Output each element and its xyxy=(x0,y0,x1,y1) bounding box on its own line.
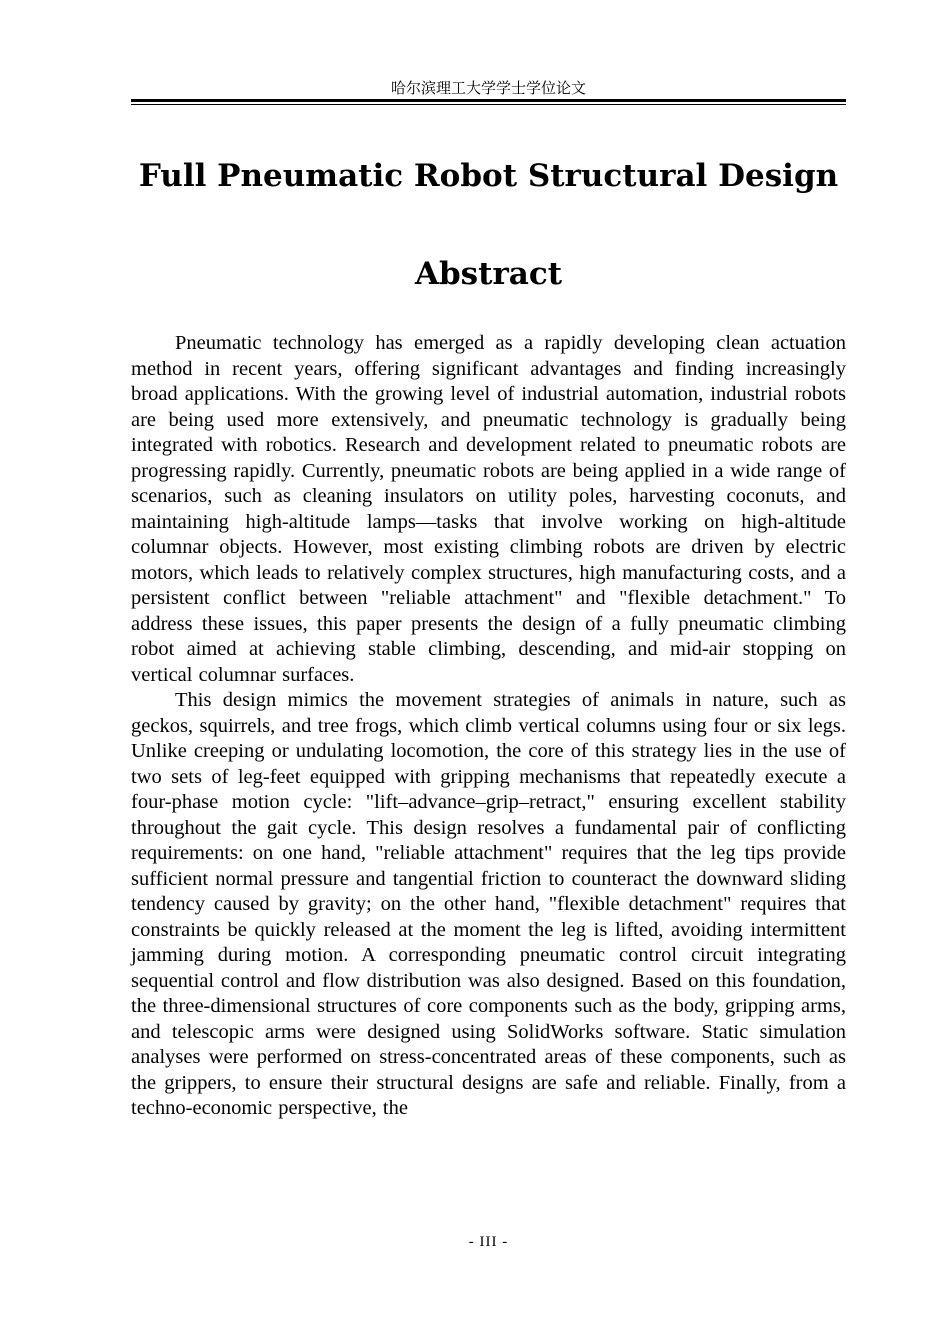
header-rule-thin xyxy=(131,104,846,105)
abstract-body xyxy=(131,331,846,1122)
document-title: Full Pneumatic Robot Structural Design xyxy=(138,158,839,194)
abstract-paragraph-2: This design mimics the movement strategies of animals in nature, such as geckos, squirrels, and tree frogs, which climb vertical columns using four or six legs. Unlike creeping or undulating locomotion, the core of this strategy lies in the use of two sets of leg-feet equipped with gripping mechanisms that repeatedly execute a four-phase motion cycle: "lift–advance–grip–retract," ensuring excellent stability throughout the gait cycle. This design resolves a fundamental pair of conflicting requirements: on one hand, "reliable attachment" requires that the leg tips provide sufficient normal pressure and tangential friction to counteract the downward sliding tendency caused by gravity; on the other hand, "flexible detachment" requires that constraints be quickly released at the moment the leg is lifted, avoiding intermittent jamming during motion. A corresponding pneumatic control circuit integrating sequential control and flow distribution was also designed. Based on this foundation, the three-dimensional structures of core components such as the body, gripping arms, and telescopic arms were designed using SolidWorks software. Static simulation analyses were performed on stress-concentrated areas of these components, such as the grippers, to ensure their structural designs are safe and reliable. Finally, from a techno-economic perspective, the xyxy=(131,689,846,1119)
header-rule-thick xyxy=(131,99,846,102)
page-number: - III - xyxy=(468,1234,509,1250)
abstract-heading: Abstract xyxy=(414,256,563,292)
abstract-paragraph-1: Pneumatic technology has emerged as a rapidly developing clean actuation method in recent years, offering significant advantages and finding increasingly broad applications. With the growing level of industrial automation, industrial robots are being used more extensively, and pneumatic technology is gradually being integrated with robotics. Research and development related to pneumatic robots are progressing rapidly. Currently, pneumatic robots are being applied in a wide range of scenarios, such as cleaning insulators on utility poles, harvesting coconuts, and maintaining high-altitude lamps—tasks that involve working on high-altitude columnar objects. However, most existing climbing robots are driven by electric motors, which leads to relatively complex structures, high manufacturing costs, and a persistent conflict between "reliable attachment" and "flexible detachment." To address these issues, this paper presents the design of a fully pneumatic climbing robot aimed at achieving stable climbing, descending, and mid-air stopping on vertical columnar surfaces. xyxy=(131,332,846,686)
running-header: 哈尔滨理工大学学士学位论文 xyxy=(390,79,586,97)
